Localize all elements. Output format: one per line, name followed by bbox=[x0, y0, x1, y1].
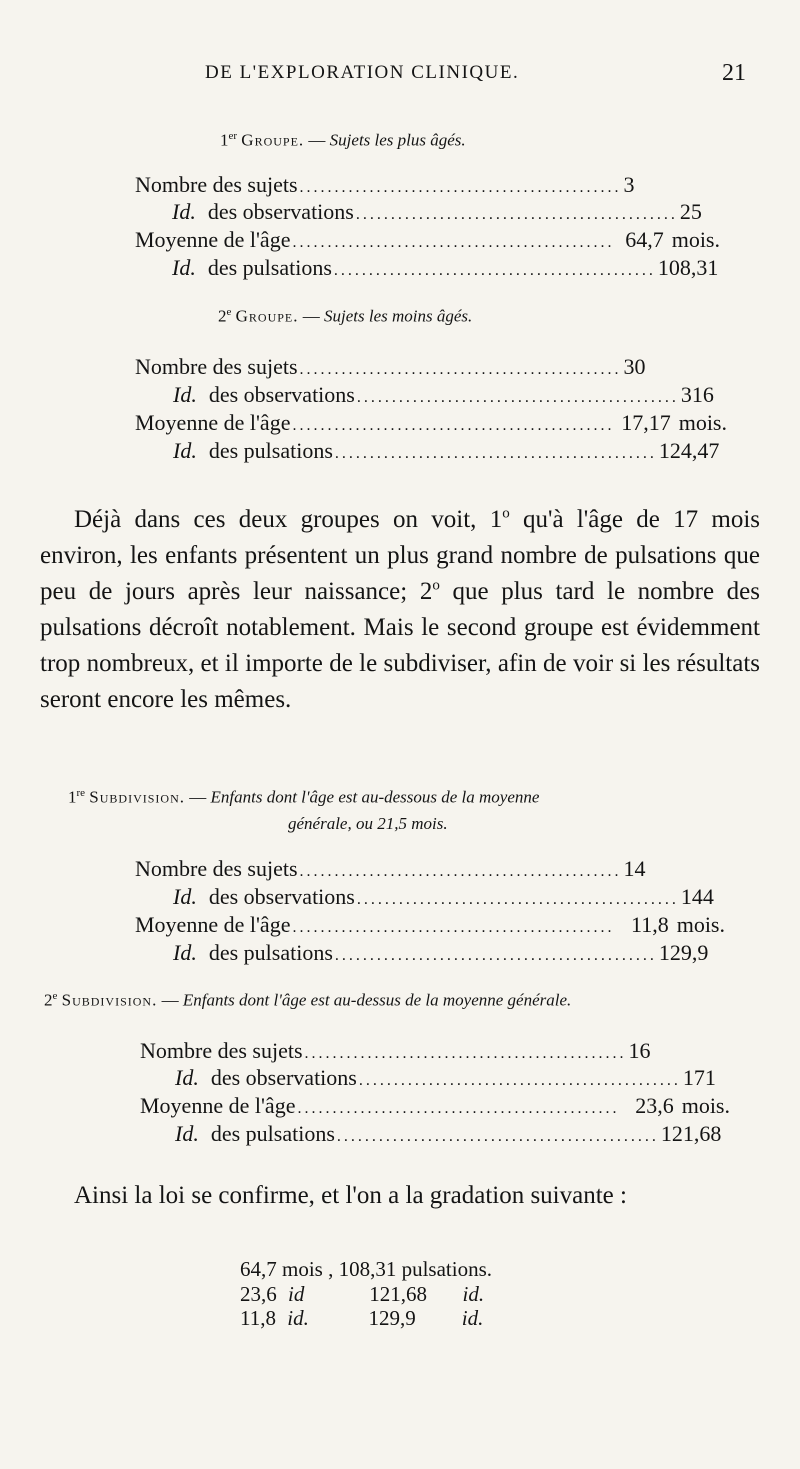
stat-row bbox=[140, 1093, 730, 1121]
stat-prefix: Id. bbox=[173, 940, 197, 965]
body-paragraph-1 bbox=[40, 502, 760, 718]
page-number: 21 bbox=[722, 60, 746, 86]
subdivision1-description: Enfants dont l'âge est au-dessous de la moyenne bbox=[210, 787, 540, 807]
gradation-age-unit: id bbox=[288, 1282, 305, 1306]
subdivision2-title bbox=[44, 990, 571, 1011]
leader-dots: .............................................. bbox=[334, 947, 657, 964]
stat-value: 171 bbox=[682, 1065, 716, 1090]
gradation-pulses: 121,68 bbox=[369, 1282, 427, 1306]
gradation-age: 11,8 bbox=[240, 1306, 276, 1330]
running-title: DE L'EXPLORATION CLINIQUE. bbox=[205, 62, 520, 83]
stat-value: 121,68 bbox=[660, 1121, 722, 1146]
group1-title bbox=[220, 130, 466, 151]
stat-row bbox=[140, 1038, 651, 1066]
leader-dots: .............................................. bbox=[297, 1100, 620, 1117]
stat-value: 316 bbox=[680, 382, 714, 407]
stat-value: 144 bbox=[680, 884, 714, 909]
stat-unit: mois. bbox=[678, 410, 727, 435]
gradation-row bbox=[240, 1306, 483, 1330]
stat-label: des pulsations bbox=[207, 255, 332, 280]
stat-row bbox=[173, 438, 720, 466]
stat-row bbox=[172, 255, 719, 283]
ordinal-sup: o bbox=[432, 577, 440, 594]
stat-value: 23,6 bbox=[635, 1093, 674, 1118]
gradation-pulses-unit: id. bbox=[462, 1282, 485, 1306]
stat-label: des pulsations bbox=[208, 940, 333, 965]
leader-dots: .............................................. bbox=[292, 417, 615, 434]
group2-label: Groupe. bbox=[235, 306, 299, 326]
paragraph-text: qu'à l'âge de 17 mois environ, les enfants présentent un plus grand nombre de pulsations que peu de jours après leur naissance; 2 bbox=[40, 506, 760, 605]
leader-dots: .............................................. bbox=[336, 1128, 659, 1145]
gradation-pulses-unit: id. bbox=[461, 1306, 484, 1330]
subdivision1-title-line2 bbox=[288, 814, 448, 834]
stat-unit: mois. bbox=[681, 1093, 730, 1118]
stat-label: Nombre des sujets bbox=[135, 856, 298, 881]
group1-label: Groupe. bbox=[241, 130, 305, 150]
stat-value: 14 bbox=[623, 856, 646, 881]
paragraph-text: Déjà dans ces deux groupes on voit, 1 bbox=[74, 506, 503, 533]
page-header bbox=[0, 62, 800, 96]
stat-value: 108,31 bbox=[657, 255, 719, 280]
stat-value: 11,8 bbox=[631, 912, 669, 937]
leader-dots: .............................................. bbox=[356, 891, 679, 908]
group2-dash: — bbox=[302, 306, 320, 326]
leader-dots: .............................................. bbox=[299, 863, 622, 880]
gradation-row bbox=[240, 1282, 484, 1306]
stat-row bbox=[135, 856, 646, 884]
gradation-pulses: 108,31 bbox=[338, 1257, 397, 1281]
gradation-pulses-unit: pulsations. bbox=[401, 1257, 493, 1281]
stat-row bbox=[173, 884, 714, 912]
gradation-age: 23,6 bbox=[240, 1282, 277, 1306]
leader-dots: .............................................. bbox=[358, 1072, 681, 1089]
leader-dots: .............................................. bbox=[304, 1045, 627, 1062]
subdivision2-number-sup: e bbox=[52, 990, 58, 1002]
stat-label: Moyenne de l'âge bbox=[135, 410, 291, 435]
leader-dots: .............................................. bbox=[292, 234, 615, 251]
subdivision1-title bbox=[68, 787, 539, 808]
stat-value: 129,9 bbox=[658, 940, 709, 965]
stat-label: des pulsations bbox=[208, 438, 333, 463]
body-paragraph-2: Ainsi la loi se confirme, et l'on a la gradation suivante : bbox=[74, 1182, 627, 1209]
gradation-pulses: 129,9 bbox=[368, 1306, 416, 1330]
stat-label: Moyenne de l'âge bbox=[135, 227, 291, 252]
stat-row bbox=[135, 410, 727, 438]
subdivision1-number-sup: re bbox=[76, 787, 86, 799]
stat-prefix: Id. bbox=[175, 1121, 199, 1146]
gradation-age-unit: mois , bbox=[282, 1257, 334, 1281]
stat-row bbox=[175, 1065, 716, 1093]
group1-number: 1 bbox=[220, 130, 229, 150]
stat-row bbox=[175, 1121, 722, 1149]
subdivision2-dash: — bbox=[161, 990, 179, 1010]
group2-number-sup: e bbox=[226, 306, 232, 318]
stat-row bbox=[135, 354, 646, 382]
stat-label: Moyenne de l'âge bbox=[140, 1093, 296, 1118]
stat-value: 30 bbox=[623, 354, 646, 379]
stat-label: Nombre des sujets bbox=[135, 354, 298, 379]
stat-prefix: Id. bbox=[173, 438, 197, 463]
stat-row bbox=[135, 172, 635, 200]
leader-dots: .............................................. bbox=[356, 389, 679, 406]
stat-value: 124,47 bbox=[658, 438, 720, 463]
stat-label: des observations bbox=[208, 884, 355, 909]
leader-dots: .............................................. bbox=[299, 179, 622, 196]
stat-prefix: Id. bbox=[173, 382, 197, 407]
gradation-age: 64,7 bbox=[240, 1257, 277, 1281]
subdivision2-number: 2 bbox=[44, 990, 53, 1010]
leader-dots: .............................................. bbox=[292, 919, 615, 936]
stat-row bbox=[173, 382, 714, 410]
stat-row bbox=[135, 912, 725, 940]
leader-dots: .............................................. bbox=[299, 361, 622, 378]
leader-dots: .............................................. bbox=[334, 445, 657, 462]
group1-dash: — bbox=[308, 130, 326, 150]
stat-value: 17,17 bbox=[621, 410, 671, 435]
stat-row bbox=[173, 940, 709, 968]
gradation-age-unit: id. bbox=[287, 1306, 309, 1330]
stat-value: 16 bbox=[628, 1038, 651, 1063]
stat-value: 64,7 bbox=[625, 227, 664, 252]
leader-dots: .............................................. bbox=[355, 206, 678, 223]
subdivision2-description: Enfants dont l'âge est au-dessus de la moyenne générale. bbox=[182, 990, 572, 1010]
leader-dots: .............................................. bbox=[333, 262, 656, 279]
stat-label: des pulsations bbox=[210, 1121, 335, 1146]
subdivision1-number: 1 bbox=[68, 787, 77, 807]
paragraph-text: que plus tard le nombre des pulsations décroît notablement. Mais le second groupe est évidemment trop nombreux, et il importe de le subdiviser, afin de voir si les résultats seront encore les mêmes. bbox=[40, 578, 761, 713]
stat-value: 3 bbox=[623, 172, 635, 197]
stat-prefix: Id. bbox=[173, 884, 197, 909]
stat-unit: mois. bbox=[676, 912, 725, 937]
subdivision1-description-cont: générale, ou 21,5 mois. bbox=[288, 814, 448, 833]
gradation-row bbox=[240, 1257, 492, 1281]
stat-unit: mois. bbox=[671, 227, 720, 252]
subdivision2-label: Subdivision. bbox=[61, 990, 158, 1010]
group2-number: 2 bbox=[218, 306, 227, 326]
stat-value: 25 bbox=[679, 199, 702, 224]
group2-description: Sujets les moins âgés. bbox=[324, 306, 473, 326]
subdivision1-label: Subdivision. bbox=[89, 787, 185, 807]
group2-title bbox=[218, 306, 472, 327]
stat-prefix: Id. bbox=[172, 255, 196, 280]
stat-label: Nombre des sujets bbox=[140, 1038, 303, 1063]
stat-row bbox=[172, 199, 702, 227]
subdivision1-dash: — bbox=[189, 787, 207, 807]
stat-prefix: Id. bbox=[172, 199, 196, 224]
stat-label: Moyenne de l'âge bbox=[135, 912, 291, 937]
stat-label: des observations bbox=[207, 199, 354, 224]
stat-label: Nombre des sujets bbox=[135, 172, 298, 197]
group1-number-sup: er bbox=[228, 130, 238, 142]
group1-description: Sujets les plus âgés. bbox=[329, 130, 466, 150]
stat-label: des observations bbox=[208, 382, 355, 407]
stat-label: des observations bbox=[210, 1065, 357, 1090]
stat-row bbox=[135, 227, 720, 255]
ordinal-sup: o bbox=[502, 505, 510, 522]
stat-prefix: Id. bbox=[175, 1065, 199, 1090]
